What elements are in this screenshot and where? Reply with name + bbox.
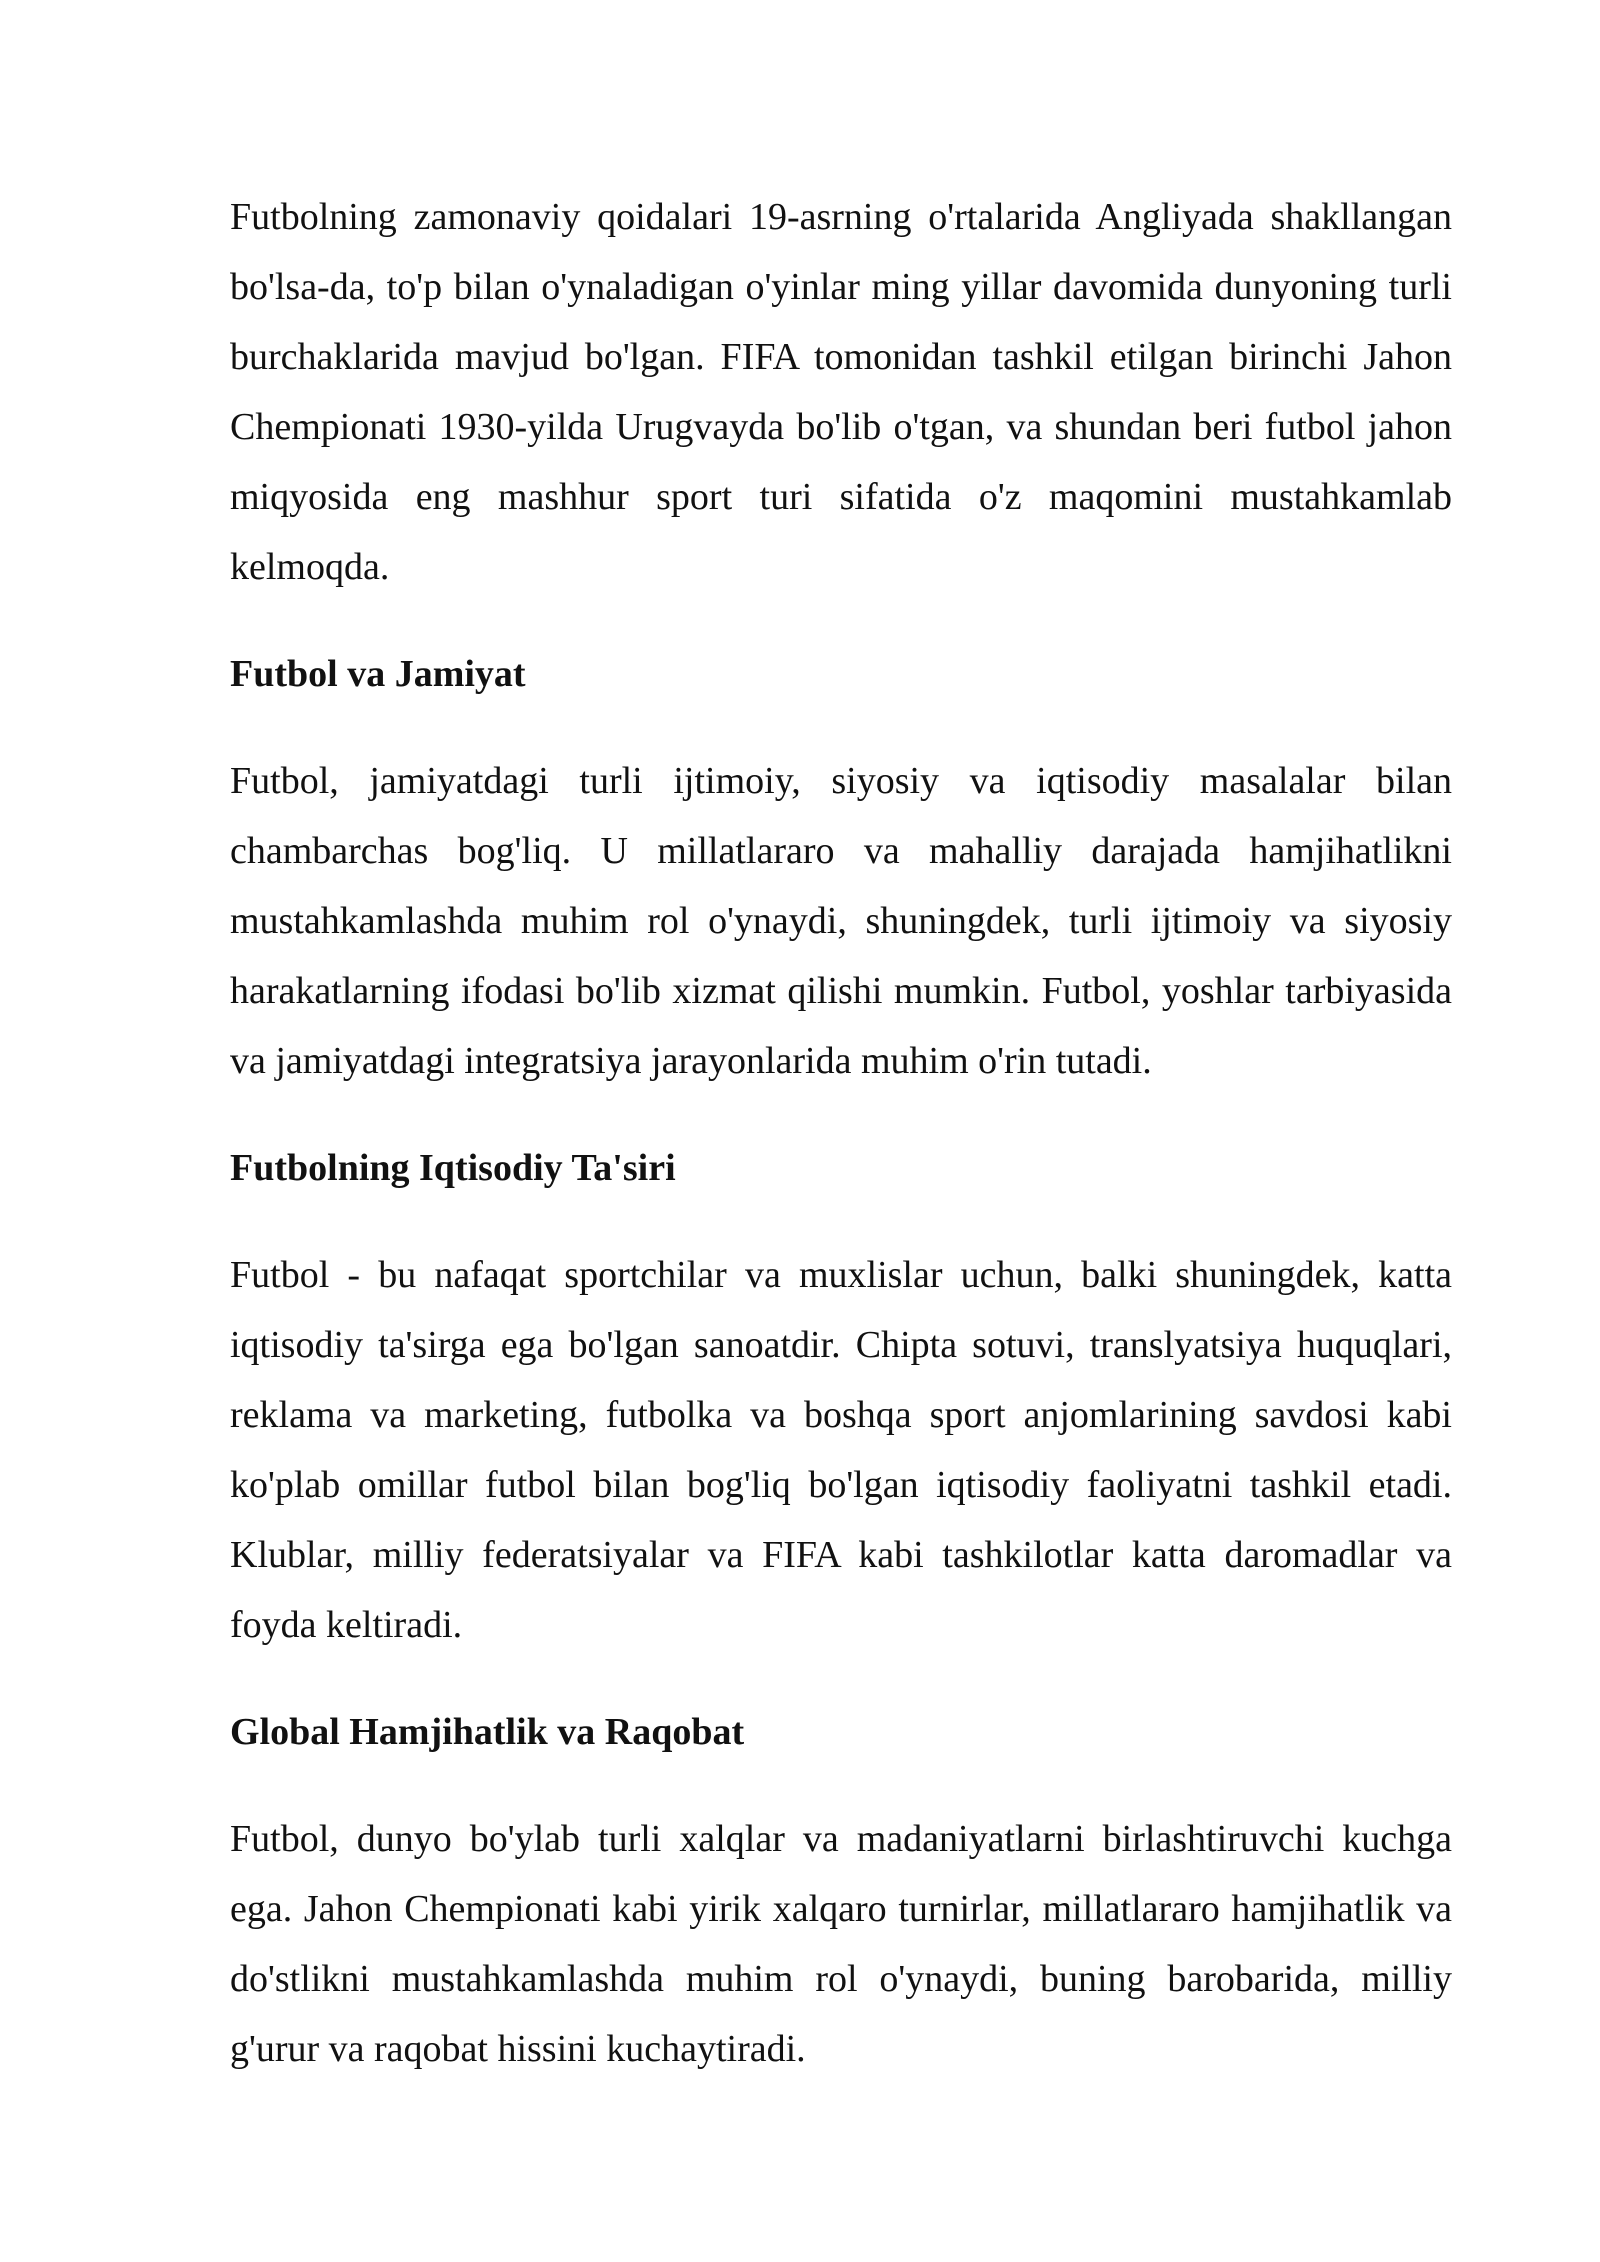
section-heading-society: Futbol va Jamiyat [230,653,526,695]
section-body-society: Futbol, jamiyatdagi turli ijtimoiy, siyosiy va iqtisodiy masalalar bilan chambarchas bog'liq. U millatlararo va mahalliy darajada hamjihatlikni mustahkamlashda muhim rol o'ynaydi, shuningdek, turli ijtimoiy va siyosiy harakatlarning ifodasi bo'lib xizmat qilishi mumkin. Futbol, yoshlar tarbiyasida va jamiyatdagi integratsiya jarayonlarida muhim o'rin tutadi. [230,760,1452,1082]
section-body-economy: Futbol - bu nafaqat sportchilar va muxlislar uchun, balki shuningdek, katta iqtisodiy ta'sirga ega bo'lgan sanoatdir. Chipta sotuvi, translyatsiya huquqlari, reklama va marketing, futbolka va boshqa sport anjomlarining savdosi kabi ko'plab omillar futbol bilan bog'liq bo'lgan iqtisodiy faoliyatni tashkil etadi. Klublar, milliy federatsiyalar va FIFA kabi tashkilotlar katta daromadlar va foyda keltiradi. [230,1254,1452,1646]
document-body [230,182,1452,2084]
section-body-global: Futbol, dunyo bo'ylab turli xalqlar va madaniyatlarni birlashtiruvchi kuchga ega. Jahon Chempionati kabi yirik xalqaro turnirlar, millatlararo hamjihatlik va do'stlikni mustahkamlashda muhim rol o'ynaydi, buning barobarida, milliy g'urur va raqobat hissini kuchaytiradi. [230,1818,1452,2070]
section-heading-global: Global Hamjihatlik va Raqobat [230,1711,745,1753]
intro-paragraph: Futbolning zamonaviy qoidalari 19-asrning o'rtalarida Angliyada shakllangan bo'lsa-da, to'p bilan o'ynaladigan o'yinlar ming yillar davomida dunyoning turli burchaklarida mavjud bo'lgan. FIFA tomonidan tashkil etilgan birinchi Jahon Chempionati 1930-yilda Urugvayda bo'lib o'tgan, va shundan beri futbol jahon miqyosida eng mashhur sport turi sifatida o'z maqomini mustahkamlab kelmoqda. [230,196,1452,588]
section-heading-economy: Futbolning Iqtisodiy Ta'siri [230,1147,676,1189]
